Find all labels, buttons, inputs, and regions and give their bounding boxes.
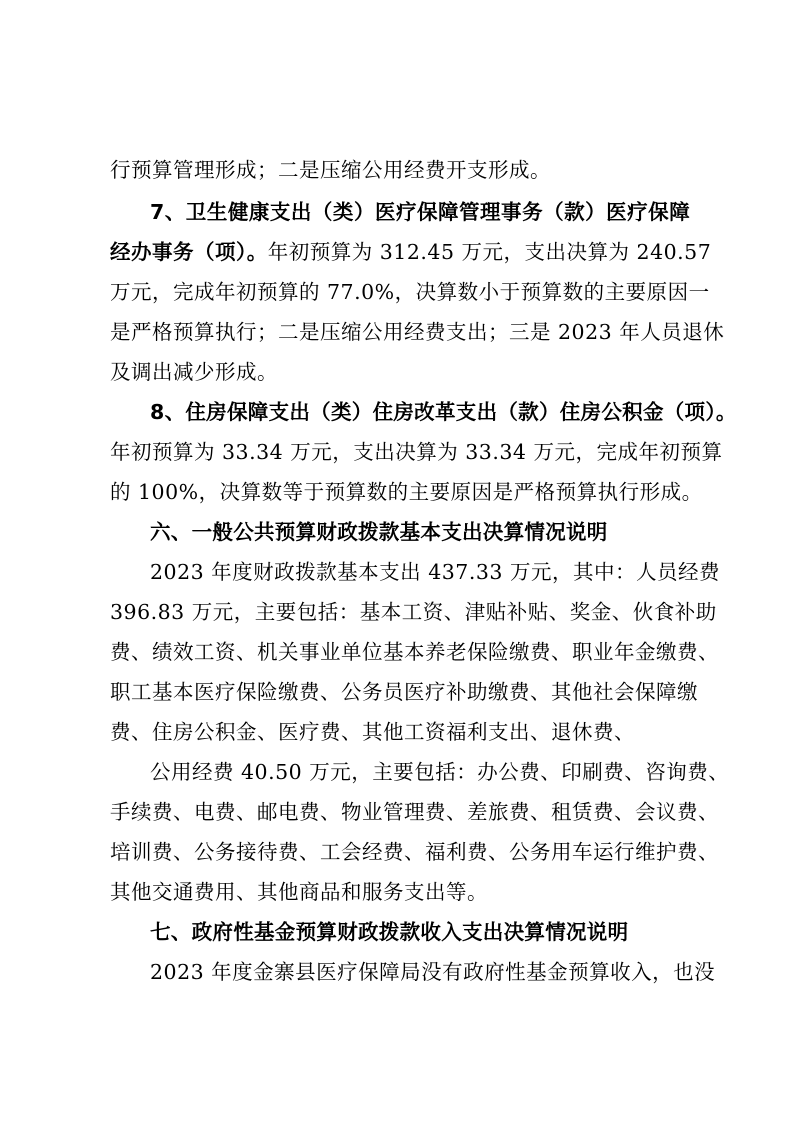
paragraph-line: 2023 年度财政拨款基本支出 437.33 万元，其中：人员经费: [150, 560, 720, 584]
paragraph-line: 职工基本医疗保险缴费、公务员医疗补助缴费、其他社会保障缴: [110, 680, 698, 704]
paragraph-line: 培训费、公务接待费、工会经费、福利费、公务用车运行维护费、: [110, 840, 719, 864]
paragraph-line: 行预算管理形成；二是压缩公用经费开支形成。: [110, 158, 551, 182]
paragraph-line: 396.83 万元，主要包括：基本工资、津贴补贴、奖金、伙食补助: [110, 600, 717, 624]
section-7-heading: 七、政府性基金预算财政拨款收入支出决算情况说明: [150, 920, 629, 944]
paragraph-line: 是严格预算执行；二是压缩公用经费支出；三是 2023 年人员退休: [110, 320, 725, 344]
section-6-heading: 六、一般公共预算财政拨款基本支出决算情况说明: [150, 520, 608, 544]
paragraph-line: 手续费、电费、邮电费、物业管理费、差旅费、租赁费、会议费、: [110, 800, 719, 824]
paragraph-line: 费、绩效工资、机关事业单位基本养老保险缴费、职业年金缴费、: [110, 640, 719, 664]
paragraph-line: 万元，完成年初预算的 77.0%，决算数小于预算数的主要原因一: [110, 280, 710, 304]
item-8-heading: 8、住房保障支出（类）住房改革支出（款）住房公积金（项）。: [150, 400, 737, 424]
paragraph-line: 公用经费 40.50 万元，主要包括：办公费、印刷费、咨询费、: [150, 760, 730, 784]
item-7-heading-end: 经办事务（项）。: [110, 240, 268, 264]
paragraph-line: 费、住房公积金、医疗费、其他工资福利支出、退休费、: [110, 720, 635, 744]
paragraph-line: [110, 232, 712, 272]
item-7-heading: 7、卫生健康支出（类）医疗保障管理事务（款）医疗保障: [150, 200, 690, 224]
paragraph-line: 年初预算为 33.34 万元，支出决算为 33.34 万元，完成年初预算: [110, 440, 723, 464]
paragraph-line: 2023 年度金寨县医疗保障局没有政府性基金预算收入，也没: [150, 960, 716, 984]
paragraph-line: 及调出减少形成。: [110, 360, 278, 384]
paragraph-line: 的 100%，决算数等于预算数的主要原因是严格预算执行形成。: [110, 480, 703, 504]
paragraph-line: 其他交通费用、其他商品和服务支出等。: [110, 880, 488, 904]
paragraph-text: 年初预算为 312.45 万元，支出决算为 240.57: [267, 240, 712, 264]
